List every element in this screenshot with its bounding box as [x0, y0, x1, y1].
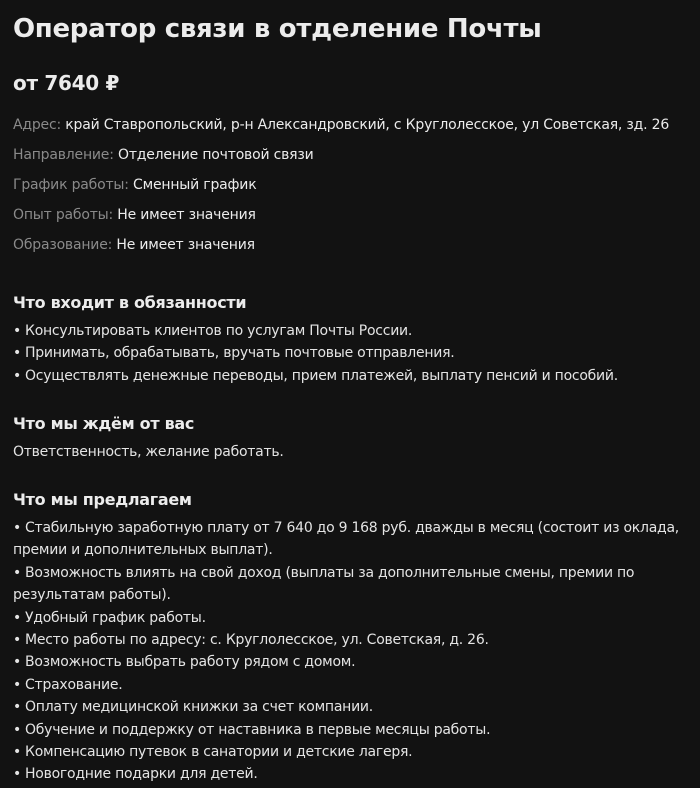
bullet-icon: •	[13, 766, 22, 783]
meta-value: край Ставропольский, р-н Александровский, с Круглолесское, ул Советская, зд. 26	[65, 117, 670, 133]
duties-list	[13, 320, 693, 387]
bullet-icon: •	[13, 520, 22, 536]
bullet-icon: •	[13, 564, 22, 581]
bullet-icon: •	[13, 699, 22, 716]
list-item: • Оплату медицинской книжки за счет компании.	[13, 699, 373, 716]
bullet-icon: •	[13, 609, 22, 626]
bullet-icon: •	[13, 323, 22, 339]
list-item: • Стабильную заработную плату от 7 640 до 9 168 руб. дважды в месяц (состоит из оклада, премии и дополнительных выплат).	[13, 520, 679, 559]
list-item: • Возможность выбрать работу рядом с домом.	[13, 654, 356, 671]
meta-schedule	[13, 175, 669, 205]
bullet-icon: •	[13, 367, 22, 384]
bullet-icon: •	[13, 744, 22, 761]
section-heading: Что входит в обязанности	[13, 293, 247, 312]
offer-list	[13, 517, 693, 786]
list-item: • Страхование.	[13, 676, 123, 693]
meta-label: Направление:	[13, 147, 114, 163]
salary: от 7640 ₽	[13, 71, 120, 95]
list-item: • Компенсацию путевок в санатории и детские лагеря.	[13, 744, 413, 761]
list-item: • Обучение и поддержку от наставника в первые месяцы работы.	[13, 721, 491, 738]
section-heading: Что мы ждём от вас	[13, 414, 195, 433]
bullet-icon: •	[13, 721, 22, 738]
list-item: • Принимать, обрабатывать, вручать почтовые отправления.	[13, 345, 455, 362]
list-item: • Возможность влиять на свой доход (выплаты за дополнительные смены, премии по результатам работы).	[13, 564, 635, 604]
meta-value: Отделение почтовой связи	[118, 147, 314, 163]
meta-label: График работы:	[13, 177, 129, 193]
offer-section	[13, 489, 693, 786]
meta-value: Не имеет значения	[116, 237, 255, 253]
list-item: • Удобный график работы.	[13, 609, 206, 626]
list-item: • Консультировать клиентов по услугам Почты России.	[13, 323, 413, 339]
bullet-icon: •	[13, 345, 22, 362]
meta-direction	[13, 145, 669, 175]
meta-education	[13, 235, 669, 265]
list-item: • Осуществлять денежные переводы, прием платежей, выплату пенсий и пособий.	[13, 367, 618, 384]
meta-value: Сменный график	[133, 177, 257, 193]
vacancy-title: Оператор связи в отделение Почты	[13, 14, 542, 44]
expectations-section	[13, 413, 284, 463]
vacancy-meta	[13, 115, 669, 265]
meta-address	[13, 115, 669, 145]
bullet-icon: •	[13, 676, 22, 693]
list-item: • Новогодние подарки для детей.	[13, 766, 258, 783]
list-item: • Место работы по адресу: с. Круглолесское, ул. Советская, д. 26.	[13, 632, 489, 649]
meta-experience	[13, 205, 669, 235]
expectations-text: Ответственность, желание работать.	[13, 444, 284, 460]
meta-label: Опыт работы:	[13, 207, 114, 223]
meta-value: Не имеет значения	[117, 207, 256, 223]
duties-section	[13, 292, 693, 387]
bullet-icon: •	[13, 632, 22, 649]
meta-label: Адрес:	[13, 117, 61, 133]
bullet-icon: •	[13, 654, 22, 671]
meta-label: Образование:	[13, 237, 113, 253]
section-heading: Что мы предлагаем	[13, 490, 192, 509]
